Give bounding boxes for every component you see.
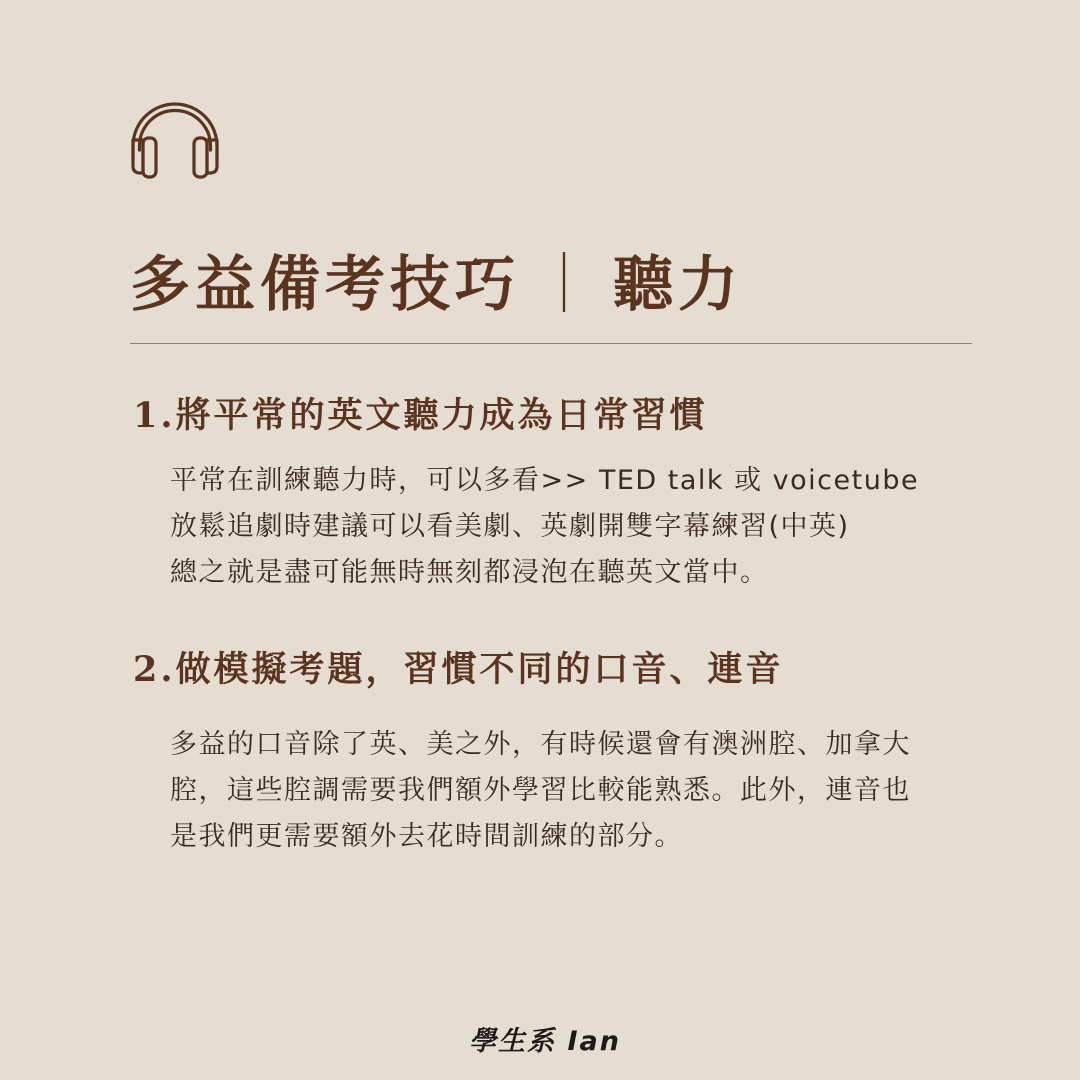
title-separator: ｜ — [534, 250, 599, 320]
section-2-heading: 2.做模擬考題，習慣不同的口音、連音 — [133, 649, 784, 690]
section-1-body — [170, 458, 919, 596]
headphones-icon — [128, 100, 222, 180]
section-1-line: 放鬆追劇時建議可以看美劇、英劇開雙字幕練習(中英) — [170, 511, 850, 542]
page-title — [130, 245, 743, 325]
title-main: 多益備考技巧 — [130, 250, 520, 320]
title-sub: 聽力 — [613, 250, 743, 320]
section-1-line: 總之就是盡可能無時無刻都浸泡在聽英文當中。 — [170, 557, 769, 588]
title-divider — [130, 343, 972, 344]
section-1-line: 平常在訓練聽力時，可以多看>> TED talk 或 voicetube — [170, 465, 920, 496]
author-signature: 學生系 Ian — [469, 1026, 621, 1057]
section-2-line: 腔，這些腔調需要我們額外學習比較能熟悉。此外，連音也 — [170, 775, 911, 806]
section-2-line: 多益的口音除了英、美之外，有時候還會有澳洲腔、加拿大 — [170, 729, 911, 760]
section-1-heading: 1.將平常的英文聽力成為日常習慣 — [133, 395, 708, 436]
section-2-body — [170, 722, 911, 860]
section-2-line: 是我們更需要額外去花時間訓練的部分。 — [170, 821, 683, 852]
